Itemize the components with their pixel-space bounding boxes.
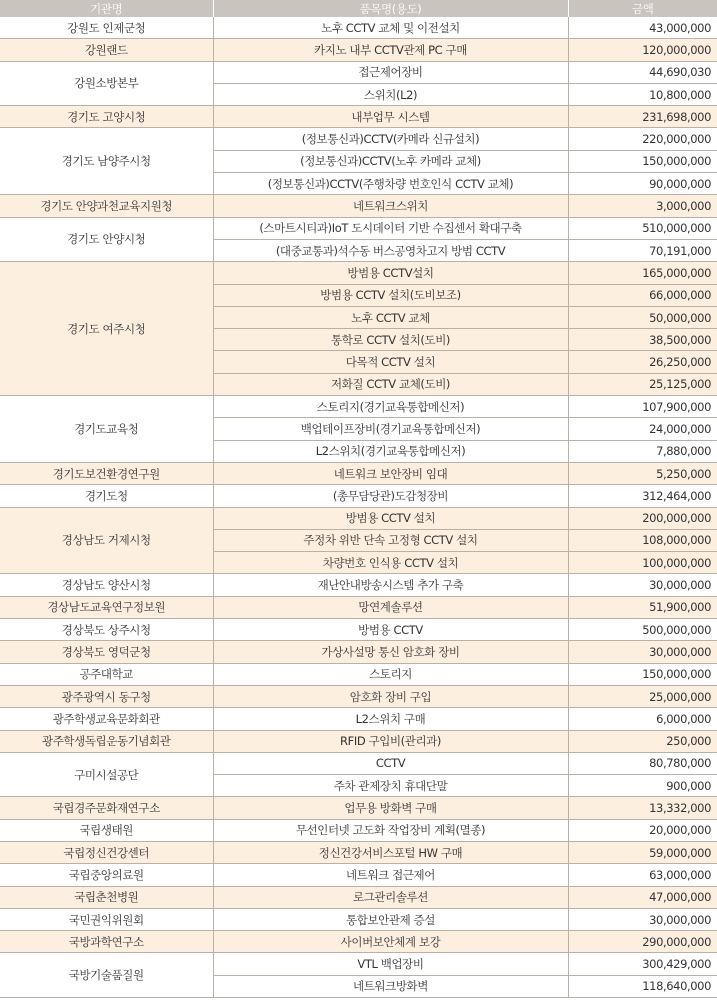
item-cell: 스토리지 xyxy=(213,663,568,685)
org-cell: 강원소방본부 xyxy=(0,61,213,106)
item-cell: 암호화 장비 구입 xyxy=(213,685,568,707)
item-cell: 노후 CCTV 교체 xyxy=(213,306,568,328)
item-cell: 주정차 위반 단속 고정형 CCTV 설치 xyxy=(213,529,568,551)
item-cell: (정보통신과)CCTV(카메라 신규설치) xyxy=(213,128,568,150)
amount-cell: 90,000,000 xyxy=(568,173,717,195)
amount-cell: 30,000,000 xyxy=(568,574,717,596)
org-cell: 국립정신건강센터 xyxy=(0,841,213,863)
item-cell: 차량번호 인식용 CCTV 설치 xyxy=(213,552,568,574)
amount-cell: 13,332,000 xyxy=(568,797,717,819)
amount-cell: 25,000,000 xyxy=(568,685,717,707)
item-cell: (대중교통과)석수동 버스공영차고지 방범 CCTV xyxy=(213,239,568,261)
table-row xyxy=(0,396,717,418)
item-cell: 스토리지(경기교육통합메신저) xyxy=(213,396,568,418)
amount-cell: 63,000,000 xyxy=(568,864,717,886)
amount-cell: 300,429,000 xyxy=(568,953,717,975)
table-row xyxy=(0,217,717,239)
table-row xyxy=(0,462,717,484)
table-row xyxy=(0,17,717,39)
item-cell: VTL 백업장비 xyxy=(213,953,568,975)
amount-cell: 250,000 xyxy=(568,730,717,752)
table-row xyxy=(0,596,717,618)
amount-cell: 30,000,000 xyxy=(568,641,717,663)
item-cell: 네트워크방화벽 xyxy=(213,975,568,997)
table-row xyxy=(0,128,717,150)
table-row xyxy=(0,752,717,774)
amount-cell: 118,640,000 xyxy=(568,975,717,997)
org-cell: 강원랜드 xyxy=(0,39,213,61)
table-row xyxy=(0,730,717,752)
amount-cell: 66,000,000 xyxy=(568,284,717,306)
item-cell: 가상사설망 통신 암호화 장비 xyxy=(213,641,568,663)
table-row xyxy=(0,507,717,529)
item-cell: 무선인터넷 고도화 작업장비 계획(멸종) xyxy=(213,819,568,841)
amount-cell: 20,000,000 xyxy=(568,819,717,841)
table-row xyxy=(0,663,717,685)
table-row xyxy=(0,841,717,863)
item-cell: 재난안내방송시스템 추가 구축 xyxy=(213,574,568,596)
header-org: 기관명 xyxy=(0,0,213,17)
amount-cell: 6,000,000 xyxy=(568,708,717,730)
item-cell: 망연계솔루션 xyxy=(213,596,568,618)
org-cell: 국방과학연구소 xyxy=(0,931,213,953)
table-row xyxy=(0,485,717,507)
amount-cell: 107,900,000 xyxy=(568,396,717,418)
table-row xyxy=(0,908,717,930)
item-cell: 내부업무 시스템 xyxy=(213,106,568,128)
item-cell: 백업테이프장비(경기교육통합메신저) xyxy=(213,418,568,440)
item-cell: 방범용 CCTV 설치(도비보조) xyxy=(213,284,568,306)
org-cell: 구미시설공단 xyxy=(0,752,213,797)
item-cell: (총무담당관)도감청장비 xyxy=(213,485,568,507)
org-cell: 경상남도 거제시청 xyxy=(0,507,213,574)
amount-cell: 100,000,000 xyxy=(568,552,717,574)
item-cell: (스마트시티과)IoT 도시데이터 기반 수집센서 확대구축 xyxy=(213,217,568,239)
item-cell: CCTV xyxy=(213,752,568,774)
amount-cell: 30,000,000 xyxy=(568,908,717,930)
header-amount: 금액 xyxy=(568,0,717,17)
amount-cell: 231,698,000 xyxy=(568,106,717,128)
org-cell: 경상북도 영덕군청 xyxy=(0,641,213,663)
amount-cell: 51,900,000 xyxy=(568,596,717,618)
item-cell: 스위치(L2) xyxy=(213,83,568,105)
table-row xyxy=(0,864,717,886)
table-row xyxy=(0,953,717,975)
item-cell: 로그관리솔루션 xyxy=(213,886,568,908)
amount-cell: 500,000,000 xyxy=(568,619,717,641)
item-cell: 저화질 CCTV 교체(도비) xyxy=(213,373,568,395)
org-cell: 경기도 안양과천교육지원청 xyxy=(0,195,213,217)
amount-cell: 312,464,000 xyxy=(568,485,717,507)
table-row xyxy=(0,708,717,730)
org-cell: 경기도교육청 xyxy=(0,396,213,463)
amount-cell: 80,780,000 xyxy=(568,752,717,774)
item-cell: 정신건강서비스포털 HW 구매 xyxy=(213,841,568,863)
amount-cell: 25,125,000 xyxy=(568,373,717,395)
item-cell: 접근제어장비 xyxy=(213,61,568,83)
table-row xyxy=(0,195,717,217)
amount-cell: 10,800,000 xyxy=(568,83,717,105)
org-cell: 경기도 고양시청 xyxy=(0,106,213,128)
org-cell: 경기도 여주시청 xyxy=(0,262,213,396)
amount-cell: 120,000,000 xyxy=(568,39,717,61)
item-cell: 네트워크스위치 xyxy=(213,195,568,217)
table-row xyxy=(0,619,717,641)
table-row xyxy=(0,641,717,663)
org-cell: 경기도 남양주시청 xyxy=(0,128,213,195)
amount-cell: 3,000,000 xyxy=(568,195,717,217)
header-row xyxy=(0,0,717,17)
amount-cell: 5,250,000 xyxy=(568,462,717,484)
org-cell: 강원도 인제군청 xyxy=(0,17,213,39)
item-cell: (정보통신과)CCTV(노후 카메라 교체) xyxy=(213,150,568,172)
table-row xyxy=(0,797,717,819)
amount-cell: 70,191,000 xyxy=(568,239,717,261)
item-cell: RFID 구입비(관리과) xyxy=(213,730,568,752)
item-cell: (정보통신과)CCTV(주행차량 번호인식 CCTV 교체) xyxy=(213,173,568,195)
amount-cell: 43,000,000 xyxy=(568,17,717,39)
org-cell: 경기도보건환경연구원 xyxy=(0,462,213,484)
item-cell: 카지노 내부 CCTV관제 PC 구매 xyxy=(213,39,568,61)
table-row xyxy=(0,262,717,284)
item-cell: 방범용 CCTV설치 xyxy=(213,262,568,284)
org-cell: 국방기술품질원 xyxy=(0,953,213,998)
amount-cell: 108,000,000 xyxy=(568,529,717,551)
table-row xyxy=(0,886,717,908)
table-row xyxy=(0,574,717,596)
amount-cell: 220,000,000 xyxy=(568,128,717,150)
org-cell: 국립경주문화재연구소 xyxy=(0,797,213,819)
org-cell: 광주학생독립운동기념회관 xyxy=(0,730,213,752)
amount-cell: 24,000,000 xyxy=(568,418,717,440)
amount-cell: 200,000,000 xyxy=(568,507,717,529)
item-cell: 사이버보안체계 보강 xyxy=(213,931,568,953)
amount-cell: 165,000,000 xyxy=(568,262,717,284)
item-cell: 통학로 CCTV 설치(도비) xyxy=(213,329,568,351)
org-cell: 경상남도 양산시청 xyxy=(0,574,213,596)
amount-cell: 510,000,000 xyxy=(568,217,717,239)
table-row xyxy=(0,61,717,83)
org-cell: 경상남도교육연구정보원 xyxy=(0,596,213,618)
org-cell: 광주학생교육문화회관 xyxy=(0,708,213,730)
item-cell: 통합보안관제 증설 xyxy=(213,908,568,930)
amount-cell: 59,000,000 xyxy=(568,841,717,863)
item-cell: L2스위치 구매 xyxy=(213,708,568,730)
item-cell: 네트워크 접근제어 xyxy=(213,864,568,886)
item-cell: 다목적 CCTV 설치 xyxy=(213,351,568,373)
header-item: 품목명(용도) xyxy=(213,0,568,17)
item-cell: 네트워크 보안장비 임대 xyxy=(213,462,568,484)
amount-cell: 150,000,000 xyxy=(568,150,717,172)
item-cell: 업무용 방화벽 구매 xyxy=(213,797,568,819)
amount-cell: 900,000 xyxy=(568,775,717,797)
amount-cell: 50,000,000 xyxy=(568,306,717,328)
amount-cell: 150,000,000 xyxy=(568,663,717,685)
table-row xyxy=(0,39,717,61)
item-cell: 노후 CCTV 교체 및 이전설치 xyxy=(213,17,568,39)
amount-cell: 47,000,000 xyxy=(568,886,717,908)
table-row xyxy=(0,106,717,128)
org-cell: 국립중앙의료원 xyxy=(0,864,213,886)
org-cell: 경기도청 xyxy=(0,485,213,507)
amount-cell: 290,000,000 xyxy=(568,931,717,953)
item-cell: 방범용 CCTV 설치 xyxy=(213,507,568,529)
table-row xyxy=(0,685,717,707)
org-cell: 광주광역시 동구청 xyxy=(0,685,213,707)
table-body xyxy=(0,17,717,998)
amount-cell: 26,250,000 xyxy=(568,351,717,373)
org-cell: 국립생태원 xyxy=(0,819,213,841)
amount-cell: 44,690,030 xyxy=(568,61,717,83)
item-cell: 방범용 CCTV xyxy=(213,619,568,641)
amount-cell: 38,500,000 xyxy=(568,329,717,351)
org-cell: 경상북도 상주시청 xyxy=(0,619,213,641)
org-cell: 국립춘천병원 xyxy=(0,886,213,908)
item-cell: 주차 관제장치 휴대단말 xyxy=(213,775,568,797)
org-cell: 공주대학교 xyxy=(0,663,213,685)
org-cell: 국민권익위원회 xyxy=(0,908,213,930)
item-cell: L2스위치(경기교육통합메신저) xyxy=(213,440,568,462)
table-row xyxy=(0,931,717,953)
amount-cell: 7,880,000 xyxy=(568,440,717,462)
table-row xyxy=(0,819,717,841)
org-cell: 경기도 안양시청 xyxy=(0,217,213,262)
